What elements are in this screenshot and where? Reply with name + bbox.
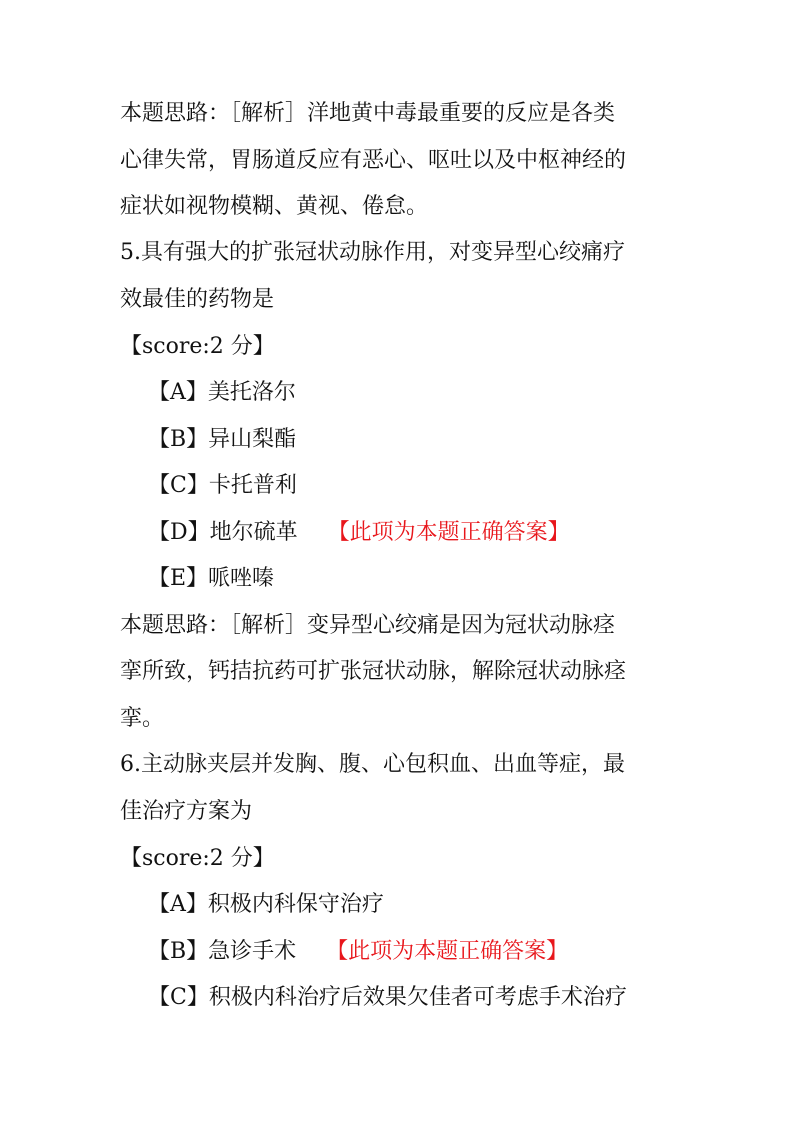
option-c: 【C】积极内科治疗后效果欠佳者可考虑手术治疗 [148, 985, 627, 1010]
option-b-text: 【B】急诊手术 [148, 939, 297, 964]
question-stem: 佳治疗方案为 [120, 799, 253, 824]
option-d-text: 【D】地尔硫革 [148, 520, 298, 545]
analysis-line: 本题思路：［解析］洋地黄中毒最重要的反应是各类 [120, 101, 616, 126]
question-stem: 6.主动脉夹层并发胸、腹、心包积血、出血等症，最 [120, 752, 625, 777]
analysis-line: 本题思路：［解析］变异型心绞痛是因为冠状动脉痉 [120, 613, 616, 638]
question-stem: 效最佳的药物是 [120, 287, 275, 312]
correct-answer-tag: 【此项为本题正确答案】 [327, 520, 570, 545]
option-d [148, 520, 570, 546]
question-stem: 5.具有强大的扩张冠状动脉作用，对变异型心绞痛疗 [120, 240, 625, 265]
analysis-line: 挛。 [120, 706, 165, 731]
option-e: 【E】哌唑嗪 [148, 566, 275, 591]
option-a: 【A】积极内科保守治疗 [148, 892, 384, 917]
analysis-line: 症状如视物模糊、黄视、倦怠。 [120, 194, 429, 219]
option-b: 【B】异山梨酯 [148, 427, 297, 452]
analysis-line: 挛所致，钙拮抗药可扩张冠状动脉，解除冠状动脉痉 [120, 659, 627, 684]
option-b [148, 939, 568, 965]
question-score: 【score:2 分】 [120, 334, 275, 359]
option-a: 【A】美托洛尔 [148, 380, 296, 405]
correct-answer-tag: 【此项为本题正确答案】 [326, 939, 569, 964]
option-c: 【C】卡托普利 [148, 473, 297, 498]
question-score: 【score:2 分】 [120, 846, 275, 871]
analysis-line: 心律失常，胃肠道反应有恶心、呕吐以及中枢神经的 [120, 148, 627, 173]
